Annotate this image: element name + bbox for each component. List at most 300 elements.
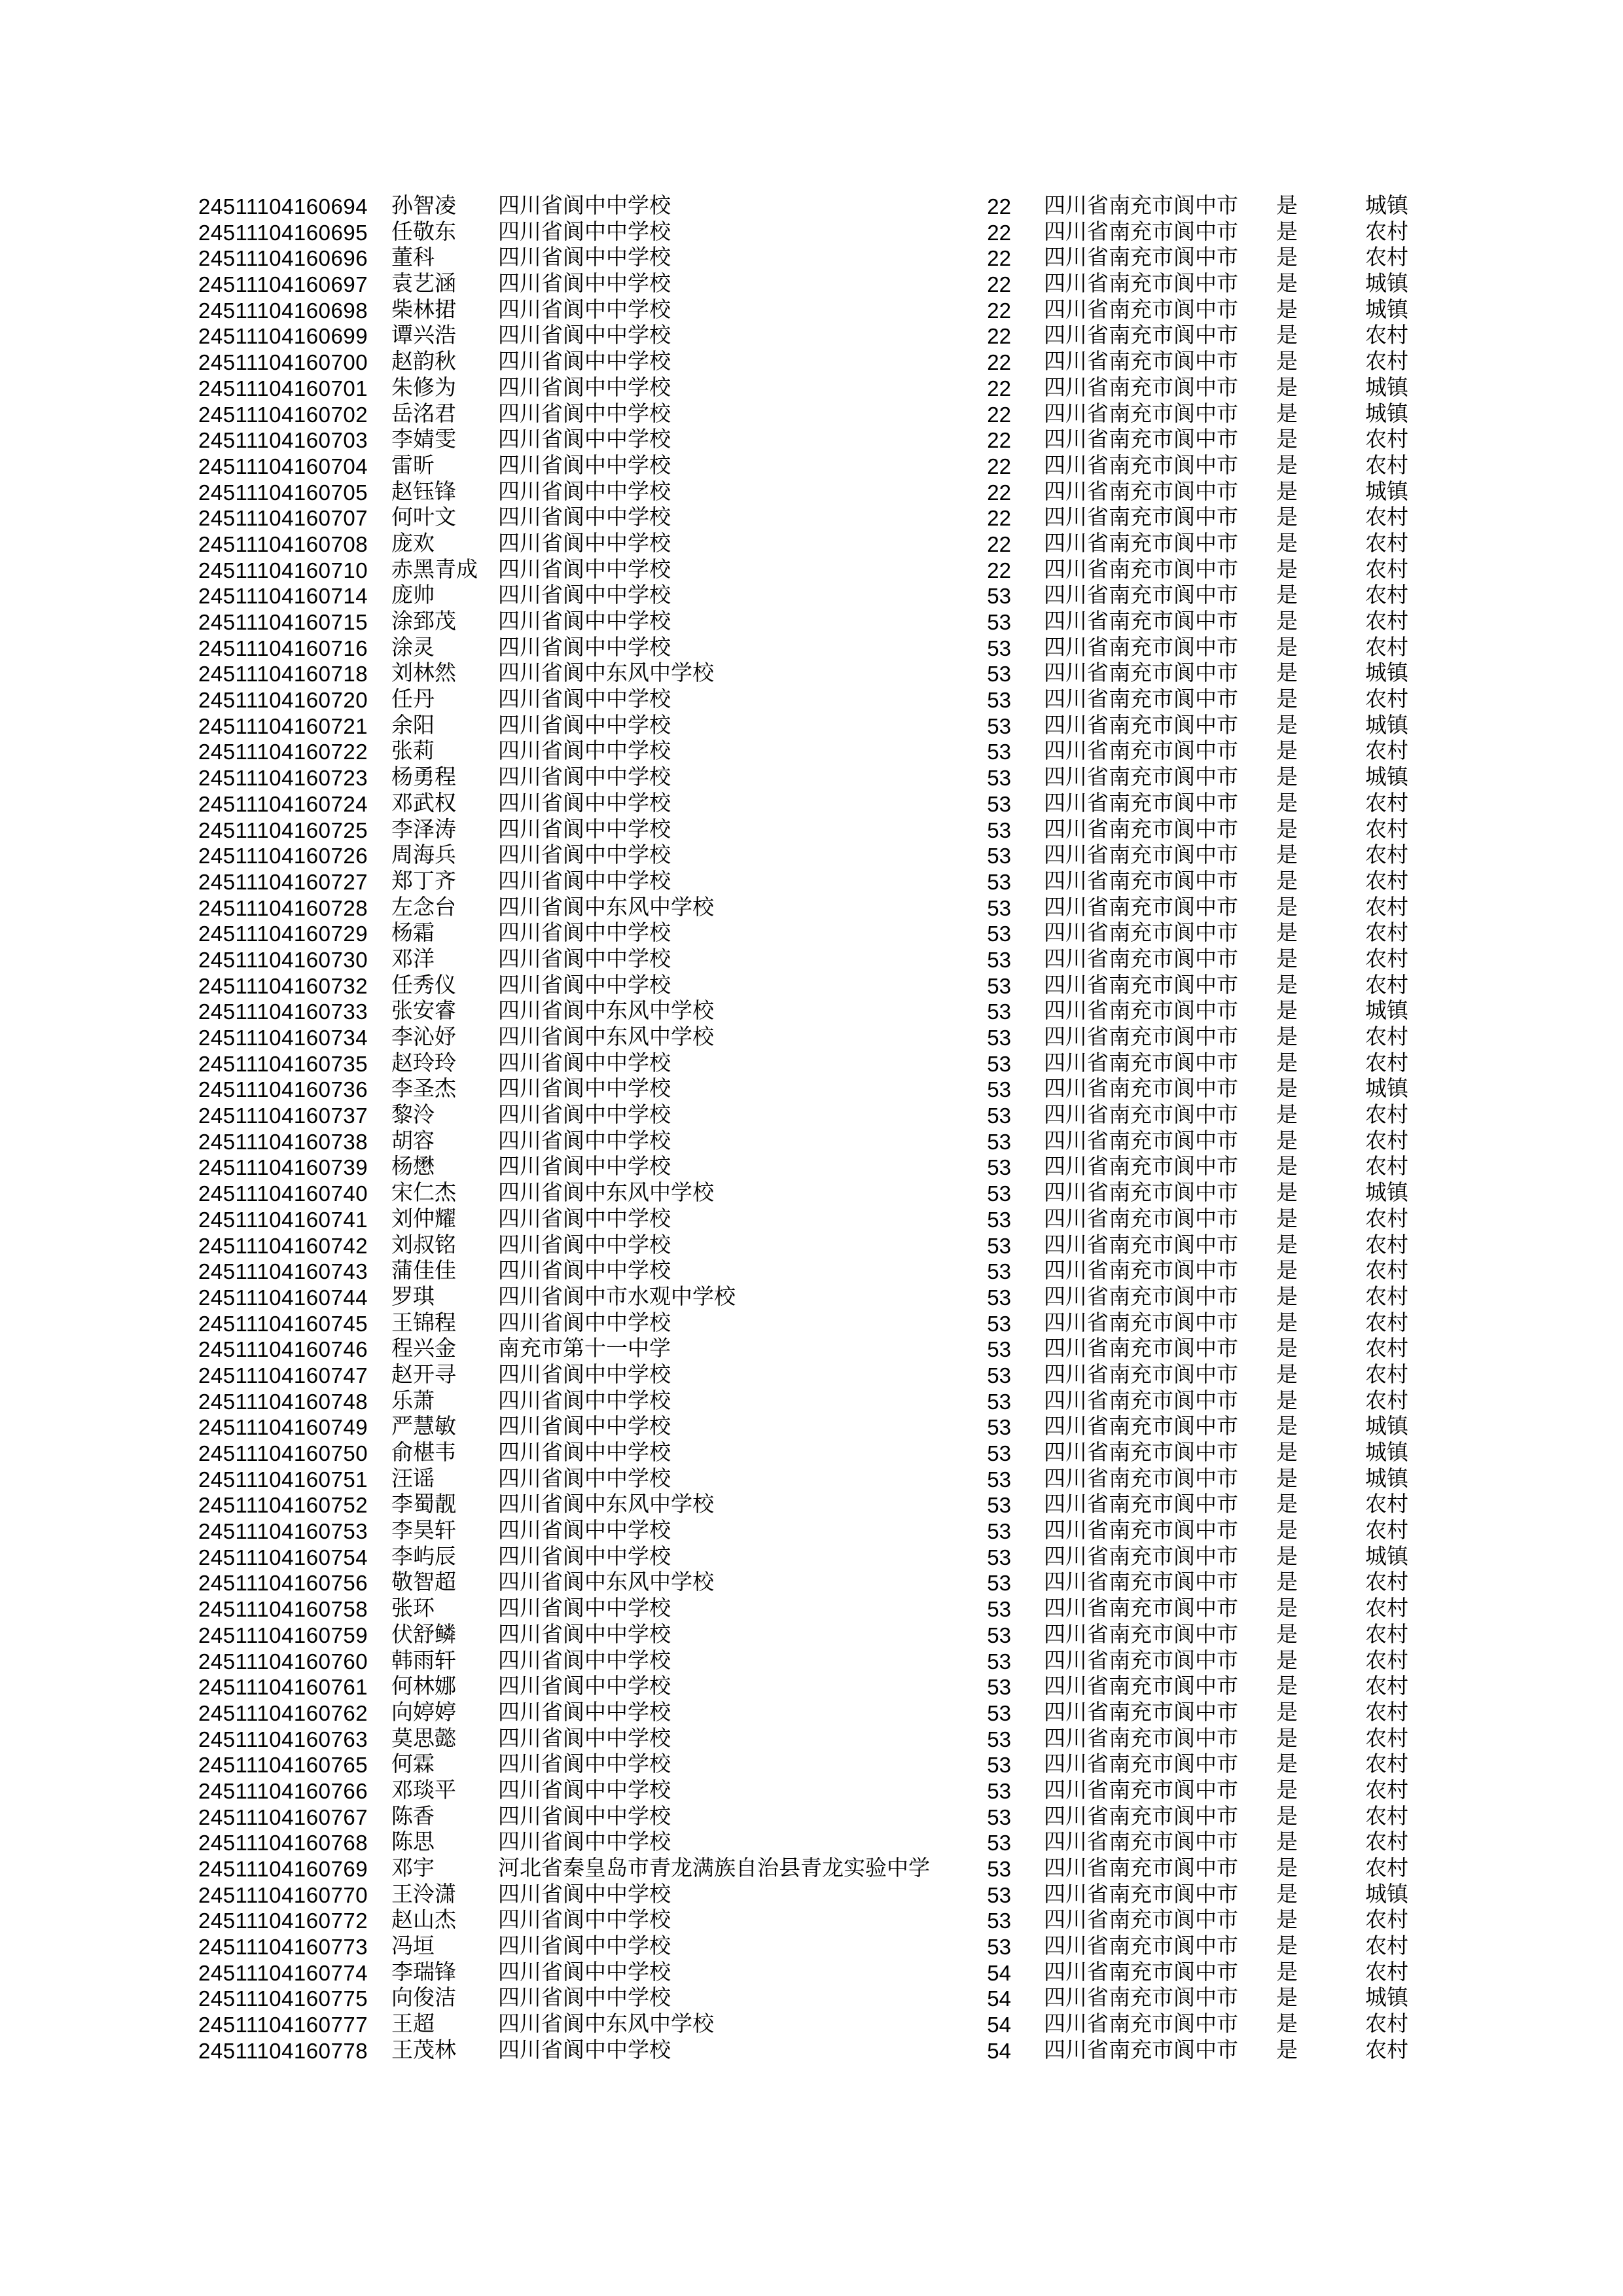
- urban-rural-cell: 农村: [1365, 1909, 1408, 1933]
- school-cell: 四川省阆中中学校: [498, 1467, 671, 1491]
- city-cell: 四川省南充市阆中市: [1044, 298, 1238, 322]
- school-cell: 四川省阆中中学校: [498, 1519, 671, 1543]
- group-number-cell: 54: [987, 1986, 1011, 2011]
- school-cell: 四川省阆中中学校: [498, 1909, 671, 1933]
- school-cell: 四川省阆中中学校: [498, 1233, 671, 1257]
- city-cell: 四川省南充市阆中市: [1044, 844, 1238, 868]
- school-cell: 四川省阆中中学校: [498, 791, 671, 816]
- table-row: [0, 1752, 1623, 1778]
- confirm-flag-cell: 是: [1276, 506, 1298, 530]
- city-cell: 四川省南充市阆中市: [1044, 1778, 1238, 1803]
- school-cell: 四川省阆中中学校: [498, 1207, 671, 1231]
- group-number-cell: 53: [987, 1753, 1011, 1778]
- group-number-cell: 53: [987, 999, 1011, 1024]
- urban-rural-cell: 城镇: [1365, 1415, 1408, 1439]
- exam-id-cell: 24511104160774: [198, 1960, 368, 1985]
- table-row: [0, 1778, 1623, 1804]
- group-number-cell: 53: [987, 1545, 1011, 1570]
- group-number-cell: 53: [987, 1415, 1011, 1440]
- confirm-flag-cell: 是: [1276, 662, 1298, 686]
- confirm-flag-cell: 是: [1276, 713, 1298, 738]
- group-number-cell: 53: [987, 1857, 1011, 1881]
- urban-rural-cell: 城镇: [1365, 1882, 1408, 1907]
- city-cell: 四川省南充市阆中市: [1044, 1857, 1238, 1880]
- group-number-cell: 22: [987, 558, 1011, 583]
- student-name-cell: 胡容: [391, 1129, 435, 1153]
- table-row: [0, 1051, 1623, 1077]
- student-name-cell: 韩雨轩: [391, 1649, 456, 1673]
- student-name-cell: 董科: [391, 246, 435, 270]
- exam-id-cell: 24511104160703: [198, 428, 368, 453]
- urban-rural-cell: 城镇: [1365, 1077, 1408, 1102]
- exam-id-cell: 24511104160716: [198, 636, 368, 660]
- table-row: [0, 402, 1623, 428]
- school-cell: 四川省阆中中学校: [498, 272, 671, 296]
- urban-rural-cell: 农村: [1365, 558, 1408, 582]
- city-cell: 四川省南充市阆中市: [1044, 531, 1238, 556]
- exam-id-cell: 24511104160743: [198, 1259, 368, 1284]
- confirm-flag-cell: 是: [1276, 844, 1298, 868]
- student-name-cell: 任敬东: [391, 220, 456, 244]
- city-cell: 四川省南充市阆中市: [1044, 272, 1238, 296]
- group-number-cell: 22: [987, 194, 1011, 219]
- urban-rural-cell: 农村: [1365, 531, 1408, 556]
- school-cell: 四川省阆中东风中学校: [498, 1571, 714, 1595]
- group-number-cell: 54: [987, 2038, 1011, 2063]
- confirm-flag-cell: 是: [1276, 350, 1298, 374]
- urban-rural-cell: 城镇: [1365, 1467, 1408, 1491]
- exam-id-cell: 24511104160708: [198, 531, 368, 556]
- student-name-cell: 邓宇: [391, 1857, 435, 1880]
- table-row: [0, 1960, 1623, 1986]
- group-number-cell: 53: [987, 1831, 1011, 1856]
- confirm-flag-cell: 是: [1276, 1831, 1298, 1855]
- city-cell: 四川省南充市阆中市: [1044, 869, 1238, 893]
- group-number-cell: 53: [987, 662, 1011, 687]
- city-cell: 四川省南充市阆中市: [1044, 1207, 1238, 1231]
- table-row: [0, 427, 1623, 454]
- confirm-flag-cell: 是: [1276, 1597, 1298, 1621]
- student-name-cell: 莫思懿: [391, 1727, 456, 1751]
- city-cell: 四川省南充市阆中市: [1044, 1986, 1238, 2011]
- city-cell: 四川省南充市阆中市: [1044, 1311, 1238, 1335]
- city-cell: 四川省南充市阆中市: [1044, 1545, 1238, 1569]
- student-name-cell: 赵韵秋: [391, 350, 456, 374]
- table-row: [0, 1492, 1623, 1518]
- exam-id-cell: 24511104160763: [198, 1727, 368, 1751]
- urban-rural-cell: 农村: [1365, 1389, 1408, 1413]
- school-cell: 四川省阆中中学校: [498, 1259, 671, 1283]
- student-name-cell: 赵钰锋: [391, 480, 456, 504]
- table-row: [0, 1986, 1623, 2012]
- city-cell: 四川省南充市阆中市: [1044, 817, 1238, 842]
- exam-id-cell: 24511104160715: [198, 610, 368, 634]
- group-number-cell: 53: [987, 1181, 1011, 1206]
- exam-id-cell: 24511104160737: [198, 1103, 368, 1128]
- student-name-cell: 乐萧: [391, 1389, 435, 1413]
- table-row: [0, 713, 1623, 740]
- table-row: [0, 376, 1623, 402]
- confirm-flag-cell: 是: [1276, 480, 1298, 504]
- table-row: [0, 220, 1623, 246]
- student-name-cell: 杨勇程: [391, 766, 456, 790]
- confirm-flag-cell: 是: [1276, 1882, 1298, 1907]
- exam-id-cell: 24511104160700: [198, 350, 368, 375]
- group-number-cell: 53: [987, 844, 1011, 869]
- city-cell: 四川省南充市阆中市: [1044, 973, 1238, 997]
- school-cell: 四川省阆中中学校: [498, 1649, 671, 1673]
- table-row: [0, 194, 1623, 220]
- city-cell: 四川省南充市阆中市: [1044, 1831, 1238, 1855]
- exam-id-cell: 24511104160761: [198, 1675, 368, 1700]
- group-number-cell: 53: [987, 1727, 1011, 1751]
- table-row: [0, 687, 1623, 713]
- table-row: [0, 843, 1623, 869]
- school-cell: 四川省阆中中学校: [498, 220, 671, 244]
- table-row: [0, 1727, 1623, 1753]
- confirm-flag-cell: 是: [1276, 531, 1298, 556]
- group-number-cell: 53: [987, 1051, 1011, 1076]
- confirm-flag-cell: 是: [1276, 688, 1298, 712]
- group-number-cell: 22: [987, 298, 1011, 323]
- urban-rural-cell: 农村: [1365, 636, 1408, 660]
- school-cell: 四川省阆中中学校: [498, 531, 671, 556]
- urban-rural-cell: 城镇: [1365, 1441, 1408, 1465]
- urban-rural-cell: 农村: [1365, 1675, 1408, 1699]
- table-row: [0, 1336, 1623, 1363]
- table-row: [0, 1414, 1623, 1441]
- city-cell: 四川省南充市阆中市: [1044, 1051, 1238, 1075]
- city-cell: 四川省南充市阆中市: [1044, 480, 1238, 504]
- student-name-cell: 杨懋: [391, 1155, 435, 1179]
- urban-rural-cell: 农村: [1365, 844, 1408, 868]
- confirm-flag-cell: 是: [1276, 1389, 1298, 1413]
- student-name-cell: 李沁妤: [391, 1026, 456, 1049]
- urban-rural-cell: 农村: [1365, 428, 1408, 452]
- school-cell: 四川省阆中中学校: [498, 480, 671, 504]
- school-cell: 四川省阆中东风中学校: [498, 895, 714, 920]
- group-number-cell: 53: [987, 584, 1011, 609]
- school-cell: 四川省阆中市水观中学校: [498, 1285, 736, 1309]
- urban-rural-cell: 城镇: [1365, 1545, 1408, 1569]
- group-number-cell: 53: [987, 817, 1011, 842]
- group-number-cell: 53: [987, 1155, 1011, 1180]
- city-cell: 四川省南充市阆中市: [1044, 2038, 1238, 2062]
- school-cell: 四川省阆中中学校: [498, 947, 671, 971]
- urban-rural-cell: 农村: [1365, 817, 1408, 842]
- table-row: [0, 869, 1623, 895]
- student-name-cell: 刘叔铭: [391, 1233, 456, 1257]
- table-row: [0, 1285, 1623, 1311]
- exam-id-cell: 24511104160760: [198, 1649, 368, 1674]
- urban-rural-cell: 城镇: [1365, 999, 1408, 1024]
- city-cell: 四川省南充市阆中市: [1044, 636, 1238, 660]
- group-number-cell: 22: [987, 480, 1011, 505]
- table-row: [0, 661, 1623, 687]
- table-row: [0, 895, 1623, 922]
- urban-rural-cell: 城镇: [1365, 194, 1408, 218]
- urban-rural-cell: 农村: [1365, 869, 1408, 893]
- city-cell: 四川省南充市阆中市: [1044, 1727, 1238, 1751]
- urban-rural-cell: 农村: [1365, 740, 1408, 764]
- confirm-flag-cell: 是: [1276, 1415, 1298, 1439]
- student-name-cell: 余阳: [391, 713, 435, 738]
- urban-rural-cell: 农村: [1365, 2013, 1408, 2037]
- table-row: [0, 1700, 1623, 1727]
- exam-id-cell: 24511104160694: [198, 194, 368, 219]
- student-name-cell: 谭兴浩: [391, 324, 456, 348]
- group-number-cell: 53: [987, 1700, 1011, 1725]
- student-name-cell: 刘仲耀: [391, 1207, 456, 1231]
- exam-id-cell: 24511104160729: [198, 922, 368, 946]
- school-cell: 四川省阆中中学校: [498, 636, 671, 660]
- city-cell: 四川省南充市阆中市: [1044, 1675, 1238, 1699]
- table-row: [0, 1181, 1623, 1207]
- exam-id-cell: 24511104160702: [198, 402, 368, 427]
- group-number-cell: 22: [987, 246, 1011, 271]
- confirm-flag-cell: 是: [1276, 1311, 1298, 1335]
- student-name-cell: 庞帅: [391, 584, 435, 608]
- city-cell: 四川省南充市阆中市: [1044, 1337, 1238, 1361]
- table-row: [0, 454, 1623, 480]
- urban-rural-cell: 农村: [1365, 947, 1408, 971]
- confirm-flag-cell: 是: [1276, 1077, 1298, 1102]
- school-cell: 四川省阆中东风中学校: [498, 999, 714, 1024]
- school-cell: 四川省阆中中学校: [498, 1623, 671, 1647]
- school-cell: 四川省阆中中学校: [498, 1778, 671, 1803]
- student-name-cell: 张莉: [391, 740, 435, 764]
- table-row: [0, 480, 1623, 506]
- spreadsheet-page: [0, 194, 1623, 2064]
- group-number-cell: 53: [987, 1233, 1011, 1258]
- student-name-cell: 赵开寻: [391, 1363, 456, 1387]
- student-name-cell: 庞欢: [391, 531, 435, 556]
- urban-rural-cell: 农村: [1365, 1207, 1408, 1231]
- urban-rural-cell: 农村: [1365, 1571, 1408, 1595]
- confirm-flag-cell: 是: [1276, 1493, 1298, 1517]
- group-number-cell: 22: [987, 350, 1011, 375]
- group-number-cell: 53: [987, 1441, 1011, 1465]
- student-name-cell: 李圣杰: [391, 1077, 456, 1102]
- table-row: [0, 1545, 1623, 1571]
- confirm-flag-cell: 是: [1276, 1337, 1298, 1361]
- school-cell: 四川省阆中中学校: [498, 584, 671, 608]
- school-cell: 四川省阆中中学校: [498, 1415, 671, 1439]
- confirm-flag-cell: 是: [1276, 1960, 1298, 1984]
- exam-id-cell: 24511104160710: [198, 558, 368, 583]
- group-number-cell: 53: [987, 1285, 1011, 1310]
- exam-id-cell: 24511104160746: [198, 1337, 368, 1362]
- student-name-cell: 王泠潇: [391, 1882, 456, 1907]
- confirm-flag-cell: 是: [1276, 999, 1298, 1024]
- urban-rural-cell: 农村: [1365, 1857, 1408, 1880]
- confirm-flag-cell: 是: [1276, 584, 1298, 608]
- urban-rural-cell: 农村: [1365, 246, 1408, 270]
- group-number-cell: 53: [987, 869, 1011, 894]
- table-row: [0, 272, 1623, 298]
- group-number-cell: 53: [987, 922, 1011, 946]
- city-cell: 四川省南充市阆中市: [1044, 454, 1238, 478]
- group-number-cell: 53: [987, 1077, 1011, 1102]
- group-number-cell: 22: [987, 531, 1011, 556]
- table-row: [0, 1623, 1623, 1649]
- student-name-cell: 雷昕: [391, 454, 435, 478]
- group-number-cell: 53: [987, 895, 1011, 920]
- student-name-cell: 左念台: [391, 895, 456, 920]
- table-row: [0, 765, 1623, 791]
- city-cell: 四川省南充市阆中市: [1044, 1935, 1238, 1959]
- city-cell: 四川省南充市阆中市: [1044, 999, 1238, 1024]
- city-cell: 四川省南充市阆中市: [1044, 1129, 1238, 1153]
- student-name-cell: 任秀仪: [391, 973, 456, 997]
- table-row: [0, 1804, 1623, 1831]
- group-number-cell: 53: [987, 1493, 1011, 1518]
- city-cell: 四川省南充市阆中市: [1044, 766, 1238, 790]
- exam-id-cell: 24511104160748: [198, 1389, 368, 1414]
- school-cell: 四川省阆中中学校: [498, 1441, 671, 1465]
- confirm-flag-cell: 是: [1276, 895, 1298, 920]
- confirm-flag-cell: 是: [1276, 1649, 1298, 1673]
- table-row: [0, 1259, 1623, 1285]
- group-number-cell: 53: [987, 973, 1011, 998]
- exam-id-cell: 24511104160752: [198, 1493, 368, 1518]
- exam-id-cell: 24511104160751: [198, 1467, 368, 1492]
- student-name-cell: 李蜀靓: [391, 1493, 456, 1517]
- exam-id-cell: 24511104160762: [198, 1700, 368, 1725]
- group-number-cell: 53: [987, 766, 1011, 791]
- table-row: [0, 323, 1623, 350]
- school-cell: 四川省阆中东风中学校: [498, 1026, 714, 1049]
- confirm-flag-cell: 是: [1276, 1155, 1298, 1179]
- exam-id-cell: 24511104160730: [198, 947, 368, 972]
- confirm-flag-cell: 是: [1276, 1051, 1298, 1075]
- student-name-cell: 陈香: [391, 1804, 435, 1829]
- group-number-cell: 22: [987, 272, 1011, 297]
- city-cell: 四川省南充市阆中市: [1044, 1467, 1238, 1491]
- school-cell: 四川省阆中中学校: [498, 1363, 671, 1387]
- group-number-cell: 53: [987, 1337, 1011, 1362]
- table-row: [0, 245, 1623, 272]
- city-cell: 四川省南充市阆中市: [1044, 506, 1238, 530]
- urban-rural-cell: 城镇: [1365, 272, 1408, 296]
- city-cell: 四川省南充市阆中市: [1044, 558, 1238, 582]
- confirm-flag-cell: 是: [1276, 1986, 1298, 2011]
- confirm-flag-cell: 是: [1276, 1571, 1298, 1595]
- school-cell: 河北省秦皇岛市青龙满族自治县青龙实验中学: [498, 1857, 930, 1880]
- city-cell: 四川省南充市阆中市: [1044, 1804, 1238, 1829]
- school-cell: 四川省阆中中学校: [498, 1831, 671, 1855]
- school-cell: 四川省阆中中学校: [498, 324, 671, 348]
- student-name-cell: 李泽涛: [391, 817, 456, 842]
- student-name-cell: 邓武权: [391, 791, 456, 816]
- city-cell: 四川省南充市阆中市: [1044, 1623, 1238, 1647]
- table-row: [0, 1103, 1623, 1129]
- student-name-cell: 涂郅茂: [391, 610, 456, 634]
- school-cell: 四川省阆中中学校: [498, 1155, 671, 1179]
- school-cell: 四川省阆中中学校: [498, 2038, 671, 2062]
- urban-rural-cell: 农村: [1365, 1519, 1408, 1543]
- exam-id-cell: 24511104160741: [198, 1207, 368, 1232]
- school-cell: 四川省阆中中学校: [498, 376, 671, 400]
- city-cell: 四川省南充市阆中市: [1044, 1181, 1238, 1206]
- urban-rural-cell: 农村: [1365, 506, 1408, 530]
- student-name-cell: 孙智凌: [391, 194, 456, 218]
- urban-rural-cell: 农村: [1365, 1259, 1408, 1283]
- exam-id-cell: 24511104160696: [198, 246, 368, 271]
- exam-id-cell: 24511104160728: [198, 895, 368, 920]
- table-row: [0, 531, 1623, 558]
- school-cell: 四川省阆中中学校: [498, 1597, 671, 1621]
- student-name-cell: 何叶文: [391, 506, 456, 530]
- exam-id-cell: 24511104160777: [198, 2013, 368, 2037]
- school-cell: 四川省阆中中学校: [498, 688, 671, 712]
- city-cell: 四川省南充市阆中市: [1044, 324, 1238, 348]
- school-cell: 四川省阆中中学校: [498, 1051, 671, 1075]
- table-row: [0, 1155, 1623, 1181]
- urban-rural-cell: 农村: [1365, 1623, 1408, 1647]
- exam-id-cell: 24511104160734: [198, 1026, 368, 1050]
- group-number-cell: 53: [987, 1935, 1011, 1960]
- exam-id-cell: 24511104160726: [198, 844, 368, 869]
- urban-rural-cell: 农村: [1365, 1804, 1408, 1829]
- city-cell: 四川省南充市阆中市: [1044, 1909, 1238, 1933]
- group-number-cell: 53: [987, 1623, 1011, 1647]
- school-cell: 四川省阆中中学校: [498, 973, 671, 997]
- student-name-cell: 杨霜: [391, 922, 435, 946]
- school-cell: 四川省阆中中学校: [498, 454, 671, 478]
- group-number-cell: 22: [987, 454, 1011, 478]
- confirm-flag-cell: 是: [1276, 791, 1298, 816]
- school-cell: 四川省阆中中学校: [498, 740, 671, 764]
- table-row: [0, 1674, 1623, 1700]
- group-number-cell: 53: [987, 610, 1011, 634]
- group-number-cell: 53: [987, 1467, 1011, 1492]
- confirm-flag-cell: 是: [1276, 1467, 1298, 1491]
- group-number-cell: 54: [987, 1960, 1011, 1985]
- group-number-cell: 53: [987, 1909, 1011, 1933]
- urban-rural-cell: 城镇: [1365, 480, 1408, 504]
- city-cell: 四川省南充市阆中市: [1044, 220, 1238, 244]
- urban-rural-cell: 农村: [1365, 350, 1408, 374]
- group-number-cell: 53: [987, 1519, 1011, 1544]
- confirm-flag-cell: 是: [1276, 869, 1298, 893]
- student-name-cell: 王锦程: [391, 1311, 456, 1335]
- exam-id-cell: 24511104160735: [198, 1051, 368, 1076]
- group-number-cell: 53: [987, 1363, 1011, 1388]
- city-cell: 四川省南充市阆中市: [1044, 1441, 1238, 1465]
- table-row: [0, 791, 1623, 817]
- exam-id-cell: 24511104160695: [198, 220, 368, 245]
- confirm-flag-cell: 是: [1276, 246, 1298, 270]
- city-cell: 四川省南充市阆中市: [1044, 895, 1238, 920]
- confirm-flag-cell: 是: [1276, 1181, 1298, 1206]
- exam-id-cell: 24511104160736: [198, 1077, 368, 1102]
- table-row: [0, 1934, 1623, 1960]
- confirm-flag-cell: 是: [1276, 2013, 1298, 2037]
- student-name-cell: 李昊轩: [391, 1519, 456, 1543]
- confirm-flag-cell: 是: [1276, 1727, 1298, 1751]
- school-cell: 四川省阆中中学校: [498, 1882, 671, 1907]
- student-name-cell: 李婧雯: [391, 428, 456, 452]
- table-row: [0, 505, 1623, 531]
- confirm-flag-cell: 是: [1276, 1441, 1298, 1465]
- group-number-cell: 53: [987, 713, 1011, 738]
- exam-id-cell: 24511104160718: [198, 662, 368, 687]
- exam-id-cell: 24511104160767: [198, 1804, 368, 1829]
- city-cell: 四川省南充市阆中市: [1044, 740, 1238, 764]
- group-number-cell: 53: [987, 688, 1011, 713]
- urban-rural-cell: 农村: [1365, 791, 1408, 816]
